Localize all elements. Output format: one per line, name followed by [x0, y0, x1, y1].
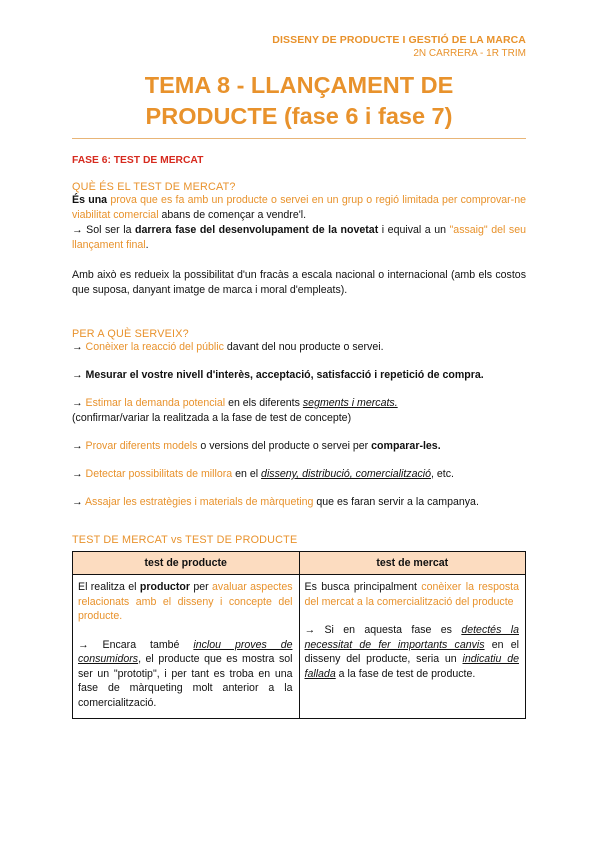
r1c1-a: El realitza el [78, 581, 137, 593]
r2c2-a: → Si en aquesta fase es [304, 624, 452, 636]
r1c2-a: Es busca principalment [304, 581, 417, 593]
r2c2-underlined-1: detectés la necessitat de fer importants canvis [304, 624, 519, 651]
title-line-1: TEMA 8 - LLANÇAMENT DE [144, 72, 454, 98]
r1c2-highlight: conèixer la resposta del mercat a la comercialització del producte [304, 581, 519, 608]
document-page [72, 34, 526, 719]
purpose-5-highlight: Detectar possibilitats de millora [85, 468, 233, 480]
purpose-item-2 [72, 368, 526, 383]
what-p2-e: . [145, 239, 149, 251]
what-p1-a: És una [72, 194, 108, 206]
r2c1-underlined: inclou proves de consumidors [78, 638, 293, 665]
r2c2-e: a la fase de test de producte. [338, 667, 476, 680]
purpose-item-4 [72, 439, 526, 454]
r1c1-paragraph [78, 580, 293, 624]
r1c1-highlight: avaluar aspectes relacionats amb el disseny i concepte del producte. [78, 581, 293, 622]
what-p1-c: abans de començar a vendre'l. [161, 209, 307, 221]
purpose-6-highlight: Assajar les estratègies i materials de màrqueting [84, 496, 314, 508]
r1c2-paragraph [305, 580, 520, 609]
table-row [73, 575, 526, 719]
phase6-heading: FASE 6: TEST DE MERCAT [72, 155, 204, 166]
purpose-6-text: que es faran servir a la campanya. [316, 496, 479, 508]
purpose-3-underlined: segments i mercats. [302, 397, 398, 409]
purpose-5-text: en el [235, 468, 259, 480]
course-header: DISSENY DE PRODUCTE I GESTIÓ DE LA MARCA [272, 34, 526, 46]
r2c2-underlined-2: indicatiu de fallada [304, 653, 519, 680]
table-cell [299, 575, 526, 719]
column-header-market-test: test de mercat [299, 552, 526, 575]
r2c1-a: → Encara també [78, 638, 180, 651]
what-paragraph-2 [72, 223, 526, 253]
arrow-icon: → [72, 397, 83, 409]
arrow-icon: → [72, 468, 83, 480]
purpose-item-3-note: (confirmar/variar la realitzada a la fase de test de concepte) [72, 412, 352, 424]
table-cell [73, 575, 300, 719]
purpose-heading: PER A QUÈ SERVEIX? [72, 328, 189, 340]
r2c1-c: , el producte que es mostra sol ser un "prototip", i per tant es troba en una fase de màrqueting molt anterior a la comercialització. [78, 653, 293, 709]
what-p1-highlight: prova que es fa amb un producte o servei en un grup o regió limitada per comprovar-ne viabilitat comercial [72, 194, 526, 221]
purpose-5-underlined: disseny, distribució, comercialització [261, 468, 432, 480]
purpose-4-highlight: Provar diferents models [85, 440, 198, 452]
term-header: 2N CARRERA - 1R TRIM [413, 48, 526, 59]
purpose-item-6 [72, 495, 526, 510]
what-p2-c: i equival a un [381, 224, 446, 236]
r2c2-c: en el disseny del producte, seria un [304, 638, 519, 665]
purpose-5-tail: , etc. [431, 468, 454, 480]
purpose-item-3 [72, 396, 526, 411]
arrow-icon: → [72, 341, 83, 353]
purpose-1-text: davant del nou producte o servei. [226, 341, 384, 353]
r2c2-paragraph [305, 623, 520, 681]
arrow-icon: → [72, 369, 83, 381]
what-paragraph-3: Amb això es redueix la possibilitat d'un fracàs a escala nacional o internacional (amb els costos que suposa, danyant imatge de marca i moral d'empleats). [72, 269, 526, 296]
purpose-4-text: o versions del producte o servei per [200, 440, 369, 452]
what-p2-bold: darrera fase del desenvolupament de la novetat [135, 224, 379, 236]
arrow-icon: → [72, 440, 83, 452]
purpose-3-highlight: Estimar la demanda potencial [85, 397, 226, 409]
purpose-item-1 [72, 340, 526, 355]
arrow-icon: → [72, 496, 83, 508]
comparison-table [72, 551, 526, 719]
purpose-2-bold: Mesurar el vostre nivell d'interès, acceptació, satisfacció i repetició de compra. [85, 369, 484, 381]
table-header-row [73, 552, 526, 575]
title-line-2: PRODUCTE (fase 6 i fase 7) [145, 103, 453, 129]
purpose-1-highlight: Conèixer la reacció del públic [85, 341, 224, 353]
page-title [72, 70, 526, 132]
what-heading: QUÈ ÉS EL TEST DE MERCAT? [72, 181, 236, 193]
what-paragraph-1 [72, 193, 526, 223]
r2c1-paragraph [78, 638, 293, 711]
what-p2-highlight: "assaig" del seu llançament final [72, 224, 526, 251]
column-header-product-test: test de producte [73, 552, 300, 575]
title-divider [72, 138, 526, 139]
compare-heading: TEST DE MERCAT vs TEST DE PRODUCTE [72, 534, 298, 546]
purpose-3-text: en els diferents [228, 397, 300, 409]
r1c1-c: per [193, 581, 209, 593]
r1c1-bold: productor [139, 581, 190, 593]
what-p2-a: → Sol ser la [72, 224, 132, 236]
purpose-4-bold: comparar-les. [371, 440, 441, 452]
purpose-item-5 [72, 467, 526, 482]
